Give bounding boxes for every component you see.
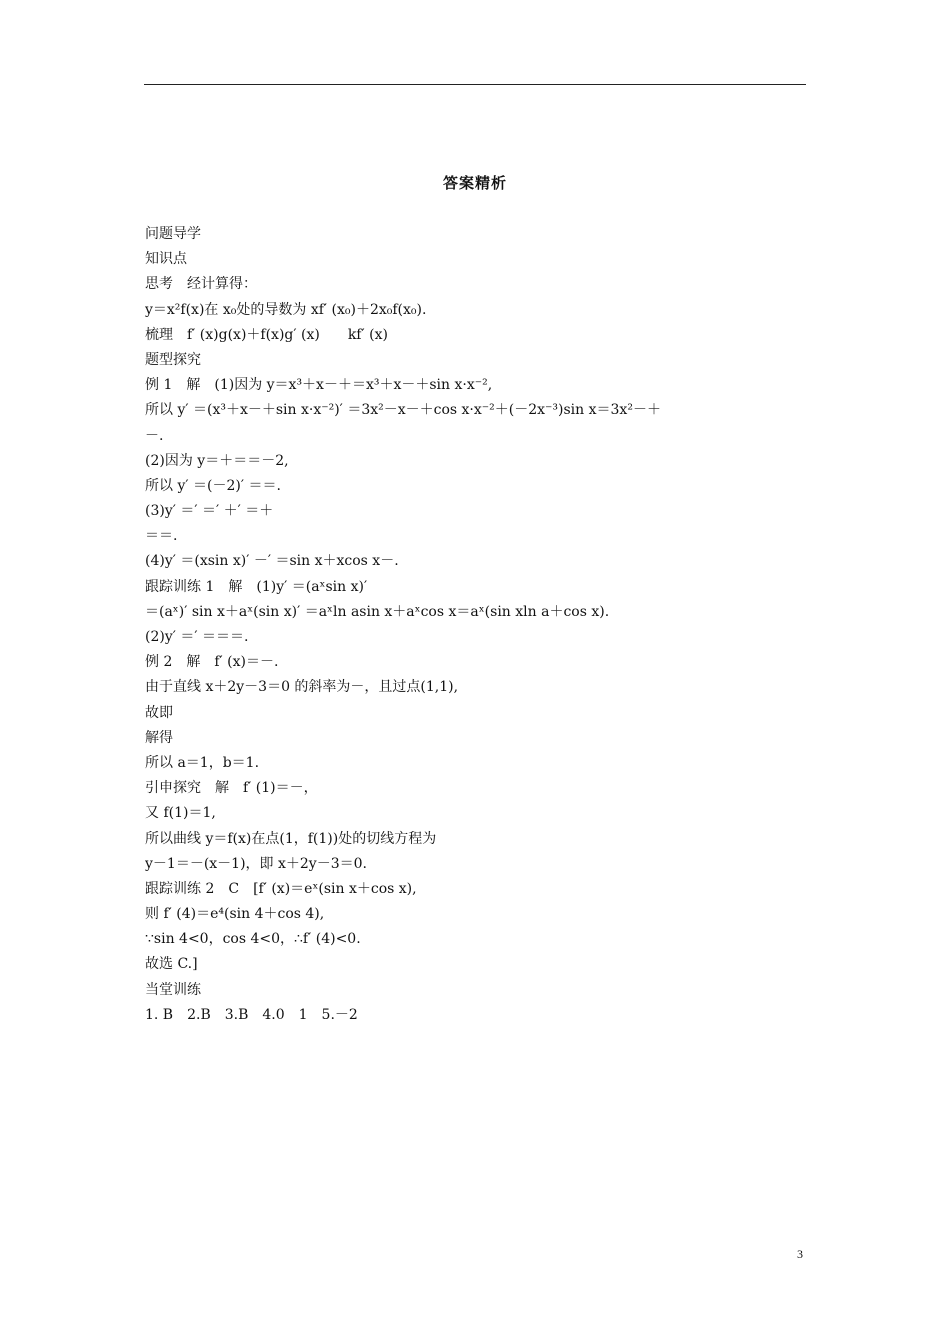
text-line: 所以 a＝1，b＝1. xyxy=(145,754,260,771)
section-heading: 题型探究 xyxy=(145,351,201,368)
text-line: ∵sin 4<0，cos 4<0，∴f′ (4)<0. xyxy=(145,931,361,948)
text-line: (3)y′ ＝′ ＝′ ＋′ ＝＋ xyxy=(145,503,274,520)
text-line: 故即 xyxy=(145,704,173,721)
text-line: 例 2 解 f′ (x)＝－. xyxy=(145,654,279,671)
text-line: y－1＝－(x－1)，即 x＋2y－3＝0. xyxy=(145,855,367,872)
text-line: (4)y′ ＝(xsin x)′ －′ ＝sin x＋xcos x－. xyxy=(145,553,399,570)
document-title: 答案精析 xyxy=(442,174,507,192)
text-line: 所以曲线 y＝f(x)在点(1，f(1))处的切线方程为 xyxy=(145,830,437,847)
text-line: (2)y′ ＝′ ＝＝＝. xyxy=(145,629,249,645)
text-line: y＝x²f(x)在 x₀处的导数为 xf′ (x₀)＋2x₀f(x₀). xyxy=(145,301,427,318)
text-line: 梳理 f′ (x)g(x)＋f(x)g′ (x) kf′ (x) xyxy=(145,326,388,343)
text-line: 解得 xyxy=(145,729,173,746)
answer-body xyxy=(145,222,810,1028)
text-line: ＝(aˣ)′ sin x＋aˣ(sin x)′ ＝aˣln asin x＋aˣcos x＝aˣ(sin xln a＋cos x). xyxy=(145,603,610,620)
section-heading: 当堂训练 xyxy=(145,981,201,998)
text-line: 跟踪训练 2 C [f′ (x)＝eˣ(sin x＋cos x), xyxy=(145,880,417,897)
page-number: 3 xyxy=(797,1247,803,1261)
text-line: －. xyxy=(145,427,164,444)
text-line: 思考 经计算得： xyxy=(145,276,257,293)
answer-key-line: 1. B 2.B 3.B 4.0 1 5.－2 xyxy=(145,1006,358,1023)
header-rule xyxy=(144,84,806,85)
text-line: 所以 y′ ＝(－2)′ ＝＝. xyxy=(145,477,281,494)
text-line: 引申探究 解 f′ (1)＝－， xyxy=(145,780,318,797)
text-line: (2)因为 y＝＋＝＝－2, xyxy=(145,452,289,469)
text-line: 跟踪训练 1 解 (1)y′ ＝(aˣsin x)′ xyxy=(145,578,368,595)
section-heading: 问题导学 xyxy=(145,226,201,242)
subsection-heading: 知识点 xyxy=(145,251,187,268)
text-line: ＝＝. xyxy=(145,528,178,545)
text-line: 由于直线 x＋2y－3＝0 的斜率为－，且过点(1,1), xyxy=(145,679,459,696)
text-line: 又 f(1)＝1, xyxy=(145,805,216,822)
text-line: 所以 y′ ＝(x³＋x－＋sin x·x⁻²)′ ＝3x²－x－＋cos x·x⁻²＋(－2x⁻³)sin x＝3x²－＋ xyxy=(145,402,661,419)
text-line: 例 1 解 (1)因为 y＝x³＋x－＋＝x³＋x－＋sin x·x⁻², xyxy=(145,377,493,394)
text-line: 则 f′ (4)＝e⁴(sin 4＋cos 4), xyxy=(145,906,325,923)
text-line: 故选 C.] xyxy=(145,956,198,973)
